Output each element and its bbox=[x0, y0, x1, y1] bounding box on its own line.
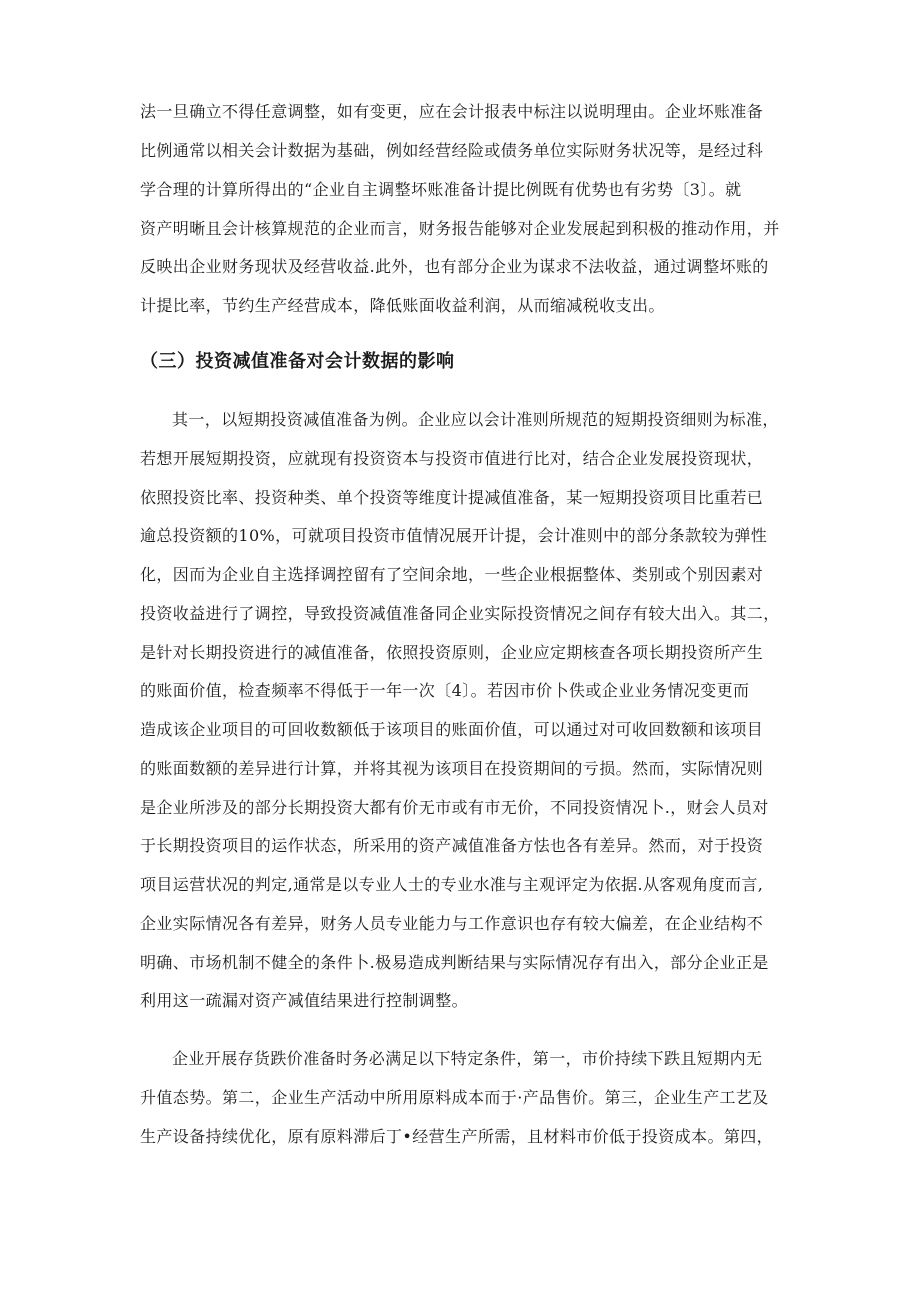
section-heading: （三）投资减值准备对会计数据的影响 bbox=[140, 351, 455, 372]
text-line: 项目运营状况的判定,通常是以专业人士的专业水准与主观评定为依据.从客观角度而言, bbox=[140, 875, 764, 894]
text-line: 比例通常以相关会计数据为基础，例如经营经险或债务单位实际财务状况等，是经过科 bbox=[140, 141, 764, 160]
text-line: 造成该企业项目的可回收数额低于该项目的账面价值，可以通过对可收回数额和该项目 bbox=[140, 720, 764, 739]
text-line: 的账面数额的差异进行计算，并将其视为该项目在投资期间的亏损。然而，实际情况则 bbox=[140, 759, 764, 778]
text-line: 是企业所涉及的部分长期投资大都有价无市或有市无价，不同投资情况卜.，财会人员对 bbox=[140, 798, 769, 817]
text-line: 企业实际情况各有差异，财务人员专业能力与工作意识也存有较大偏差，在企业结构不 bbox=[140, 914, 764, 933]
text-line: 升值态势。第二，企业生产活动中所用原料成本而于·产品售价。第三，企业生产工艺及 bbox=[140, 1088, 769, 1107]
text-line: 企业开展存货跌价准备时务必满足以下特定条件，第一，市价持续下跌且短期内无 bbox=[172, 1049, 763, 1068]
text-line: 依照投资比率、投资种类、单个投资等维度计提减值准备，某一短期投资项目比重若已 bbox=[140, 488, 764, 507]
text-line: 化，因而为企业自主选择调控留有了空间余地，一些企业根据整体、类别或个别因素对 bbox=[140, 565, 764, 584]
text-line: 反映出企业财务现状及经营收益.此外，也有部分企业为谋求不法收益，通过调整坏账的 bbox=[140, 257, 769, 276]
text-line: 生产设备持续优化，原有原料滞后丁•经营生产所需，且材料市价低于投资成本。第四， bbox=[140, 1127, 774, 1146]
text-line: 法一旦确立不得任意调整，如有变更，应在会计报表中标注以说明理由。企业坏账准备 bbox=[140, 102, 764, 121]
text-line: 投资收益进行了调控，导致投资减值准备同企业实际投资情况之间存有较大出入。其二， bbox=[140, 604, 780, 623]
text-line: 资产明晰且会计核算规范的企业而言，财务报告能够对企业发展起到积极的推动作用，并 bbox=[140, 219, 780, 238]
text-line: 利用这一疏漏对资产减值结果进行控制调整。 bbox=[140, 991, 469, 1010]
text-line: 的账面价值，检查频率不得低于一年一次〔4〕。若因市价卜佚或企业业务情况变更而 bbox=[140, 681, 750, 700]
text-line: 若想开展短期投资，应就现有投资资本与投资市值进行比对，结合企业发展投资现状， bbox=[140, 449, 764, 468]
text-line: 其一，以短期投资减值准备为例。企业应以会计准则所规范的短期投资细则为标准， bbox=[172, 410, 779, 429]
text-line: 学合理的计算所得出的“企业自主调整坏账准备计提比例既有优势也有劣势〔3〕。就 bbox=[140, 180, 742, 199]
text-line: 是针对长期投资进行的减值准备，依照投资原则，企业应定期核查各项长期投资所产生 bbox=[140, 643, 764, 662]
text-line: 于长期投资项目的运作状态，所采用的资产减值准备方怯也各有差异。然而，对于投资 bbox=[140, 836, 764, 855]
text-line: 明确、市场机制不健全的条件卜.极易造成判断结果与实际情况存有出入，部分企业正是 bbox=[140, 953, 769, 972]
text-line: 计提比率，节约生产经营成本，降低账面收益利润，从而缩减税收支出。 bbox=[140, 296, 665, 315]
text-line: 逾总投资额的10%，可就项目投资市值情况展开计提，会计准则中的部分条款较为弹性 bbox=[140, 526, 768, 545]
